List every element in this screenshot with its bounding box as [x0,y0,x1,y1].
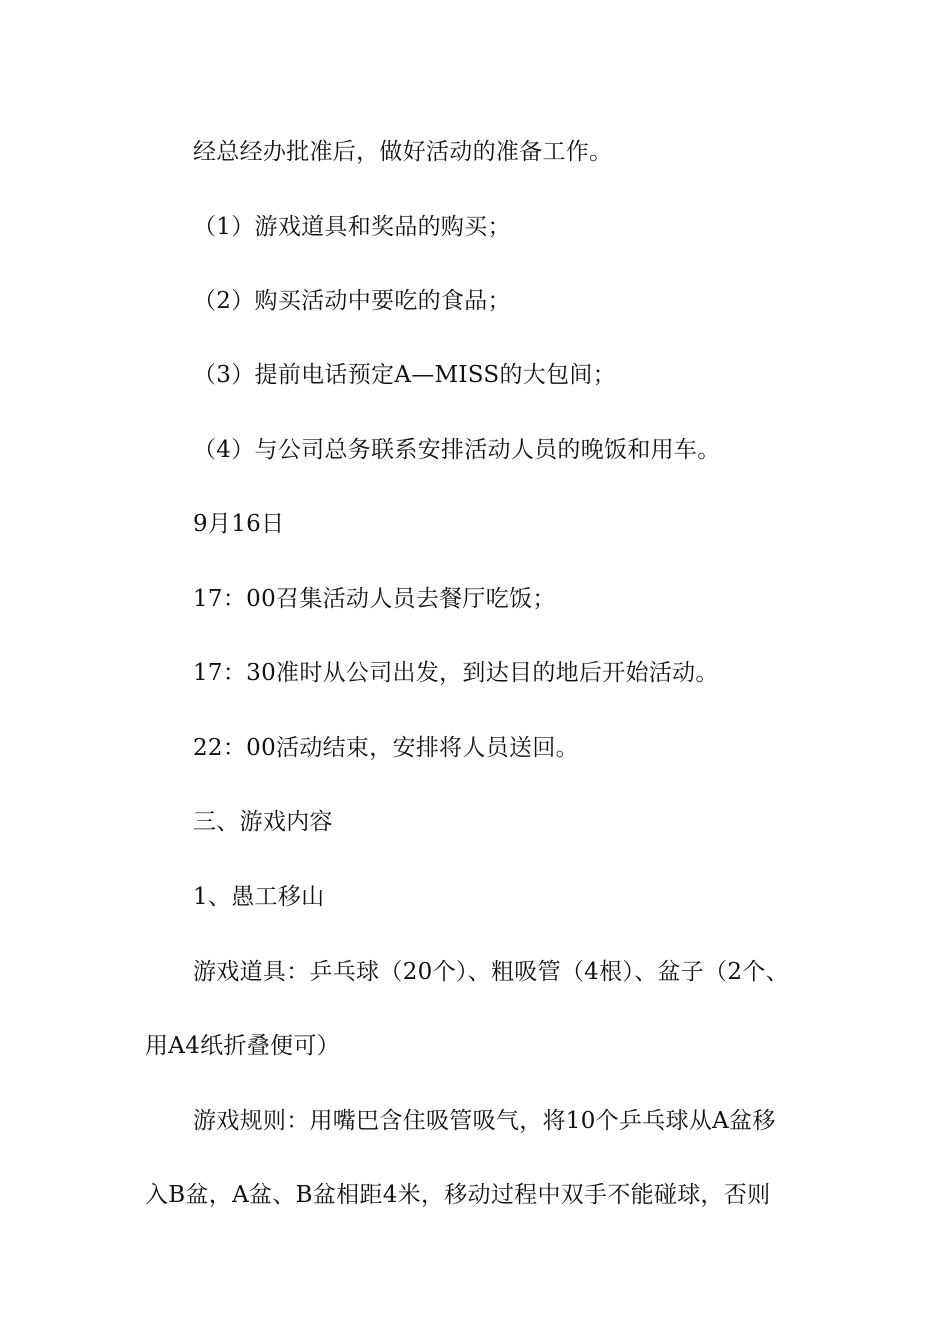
schedule-item-2200: 22：00活动结束，安排将人员送回。 [193,735,579,761]
paragraph-preparation: 经总经办批准后，做好活动的准备工作。 [193,139,613,165]
list-item-3: （3）提前电话预定A—MISS的大包间； [193,362,616,388]
list-item-1: （1）游戏道具和奖品的购买； [193,214,511,240]
date-heading: 9月16日 [193,511,285,537]
list-item-2: （2）购买活动中要吃的食品； [193,288,511,314]
game-title-1: 1、愚工移山 [193,884,325,910]
list-item-4: （4）与公司总务联系安排活动人员的晚饭和用车。 [193,437,721,463]
schedule-item-1700: 17：00召集活动人员去餐厅吃饭； [193,586,556,612]
game-rules-line-2: 入B盆，A盆、B盆相距4米，移动过程中双手不能碰球，否则 [145,1182,771,1208]
schedule-item-1730: 17：30准时从公司出发，到达目的地后开始活动。 [193,660,719,686]
game-props-line-1: 游戏道具：乒乓球（20个）、粗吸管（4根）、盆子（2个、 [193,959,789,985]
game-rules-line-1: 游戏规则：用嘴巴含住吸管吸气，将10个乒乓球从A盆移 [193,1108,776,1134]
section-heading-games: 三、游戏内容 [193,809,333,835]
game-props-line-2: 用A4纸折叠便可） [145,1033,340,1059]
